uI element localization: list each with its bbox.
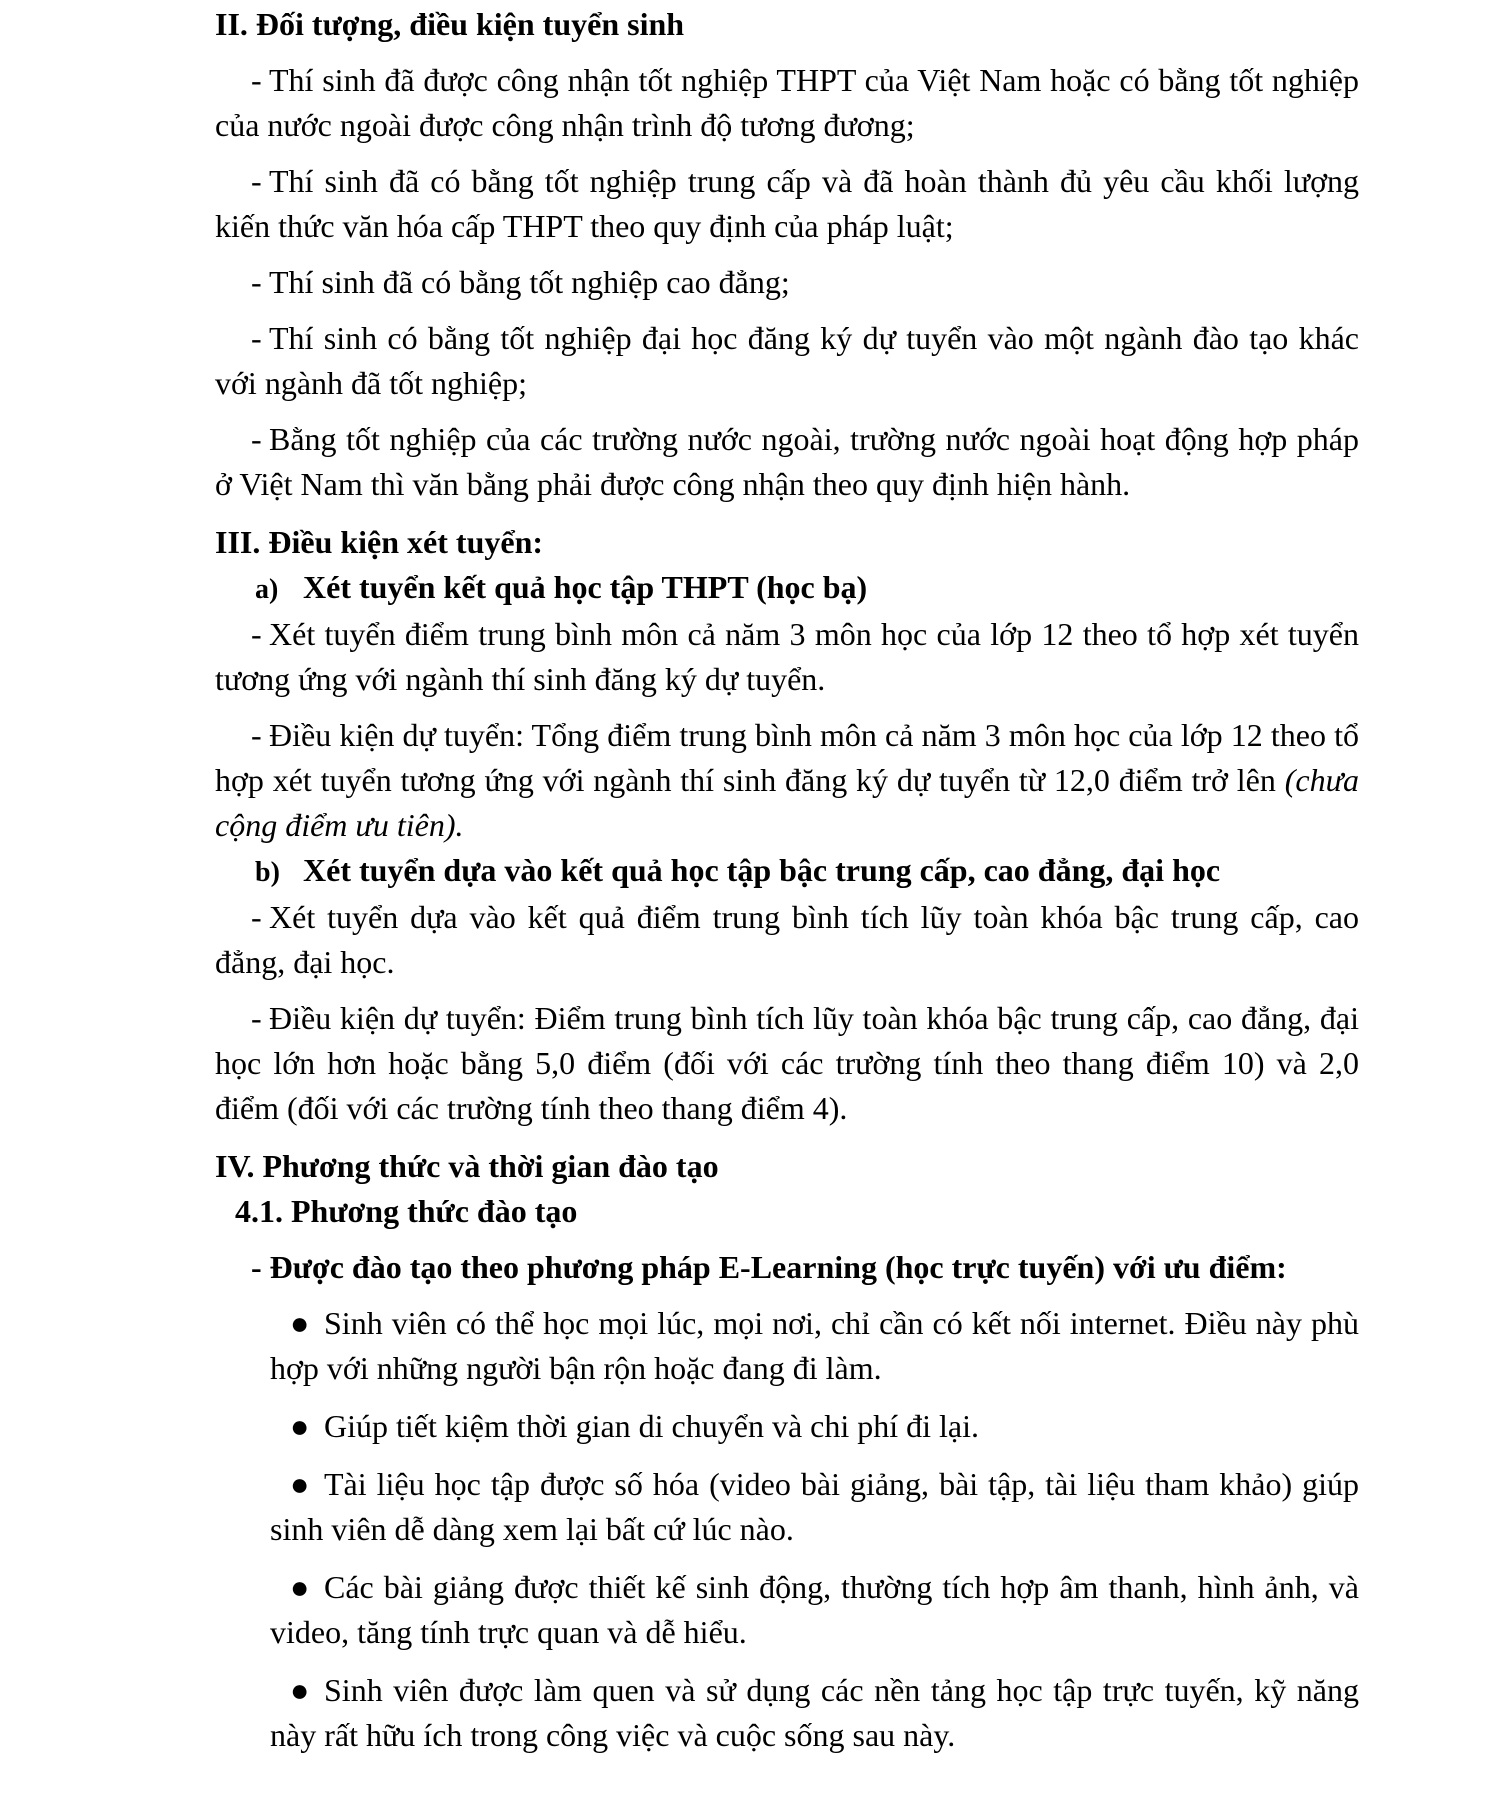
- list-item: - Bằng tốt nghiệp của các trường nước ngoài, trường nước ngoài hoạt động hợp pháp ở Việt Nam thì văn bằng phải được công nhận theo quy định hiện hành.: [215, 421, 1359, 502]
- list-item: - Thí sinh đã được công nhận tốt nghiệp THPT của Việt Nam hoặc có bằng tốt nghiệp của nước ngoài được công nhận trình độ tương đương;: [215, 62, 1359, 143]
- list-item: - Thí sinh có bằng tốt nghiệp đại học đăng ký dự tuyển vào một ngành đào tạo khác với ngành đã tốt nghiệp;: [215, 320, 1359, 401]
- list-item: ● Sinh viên có thể học mọi lúc, mọi nơi, chỉ cần có kết nối internet. Điều này phù hợp với những người bận rộn hoặc đang đi làm.: [270, 1301, 1359, 1391]
- list-item: ● Tài liệu học tập được số hóa (video bài giảng, bài tập, tài liệu tham khảo) giúp sinh viên dễ dàng xem lại bất cứ lúc nào.: [270, 1462, 1359, 1552]
- elearning-heading: - Được đào tạo theo phương pháp E-Learning (học trực tuyến) với ưu điểm:: [251, 1249, 1287, 1285]
- list-item: - Thí sinh đã có bằng tốt nghiệp trung cấp và đã hoàn thành đủ yêu cầu khối lượng kiến thức văn hóa cấp THPT theo quy định của pháp luật;: [215, 163, 1359, 244]
- subheading-a: a) Xét tuyển kết quả học tập THPT (học bạ): [255, 569, 868, 605]
- list-item: - Xét tuyển điểm trung bình môn cả năm 3 môn học của lớp 12 theo tổ hợp xét tuyển tương ứng với ngành thí sinh đăng ký dự tuyển.: [215, 616, 1359, 697]
- bullet-icon: ●: [290, 1408, 310, 1444]
- list-item: - Xét tuyển dựa vào kết quả điểm trung bình tích lũy toàn khóa bậc trung cấp, cao đẳng, đại học.: [215, 899, 1359, 980]
- priority-note: (chưa cộng điểm ưu tiên).: [215, 762, 1360, 843]
- section-heading-4: IV. Phương thức và thời gian đào tạo: [215, 1148, 719, 1184]
- section-heading-3: III. Điều kiện xét tuyển:: [215, 524, 544, 560]
- list-item: - Điều kiện dự tuyển: Điểm trung bình tích lũy toàn khóa bậc trung cấp, cao đẳng, đại học lớn hơn hoặc bằng 5,0 điểm (đối với các trường tính theo thang điểm 10) và 2,0 điểm (đối với các trường tính theo thang điểm 4).: [215, 1000, 1359, 1126]
- list-item: ● Sinh viên được làm quen và sử dụng các nền tảng học tập trực tuyến, kỹ năng này rất hữu ích trong công việc và cuộc sống sau này.: [270, 1668, 1359, 1758]
- list-item: - Thí sinh đã có bằng tốt nghiệp cao đẳng;: [251, 264, 790, 300]
- list-item: - Điều kiện dự tuyển: Tổng điểm trung bình môn cả năm 3 môn học của lớp 12 theo tổ hợp xét tuyển tương ứng với ngành thí sinh đăng ký dự tuyển từ 12,0 điểm trở lên (chưa cộng điểm ưu tiên).: [215, 717, 1360, 843]
- subheading-4-1: 4.1. Phương thức đào tạo: [235, 1193, 578, 1229]
- bullet-icon: ●: [290, 1305, 310, 1341]
- subheading-b: b) Xét tuyển dựa vào kết quả học tập bậc trung cấp, cao đẳng, đại học: [255, 852, 1221, 888]
- list-item: ● Giúp tiết kiệm thời gian di chuyển và chi phí đi lại.: [270, 1404, 1359, 1449]
- bullet-icon: ●: [290, 1672, 310, 1708]
- bullet-icon: ●: [290, 1569, 310, 1605]
- bullet-icon: ●: [290, 1466, 310, 1502]
- section-heading-2: II. Đối tượng, điều kiện tuyển sinh: [215, 6, 685, 42]
- list-item: ● Các bài giảng được thiết kế sinh động, thường tích hợp âm thanh, hình ảnh, và video, tăng tính trực quan và dễ hiểu.: [270, 1565, 1359, 1655]
- advantages-list: [215, 1301, 1359, 1758]
